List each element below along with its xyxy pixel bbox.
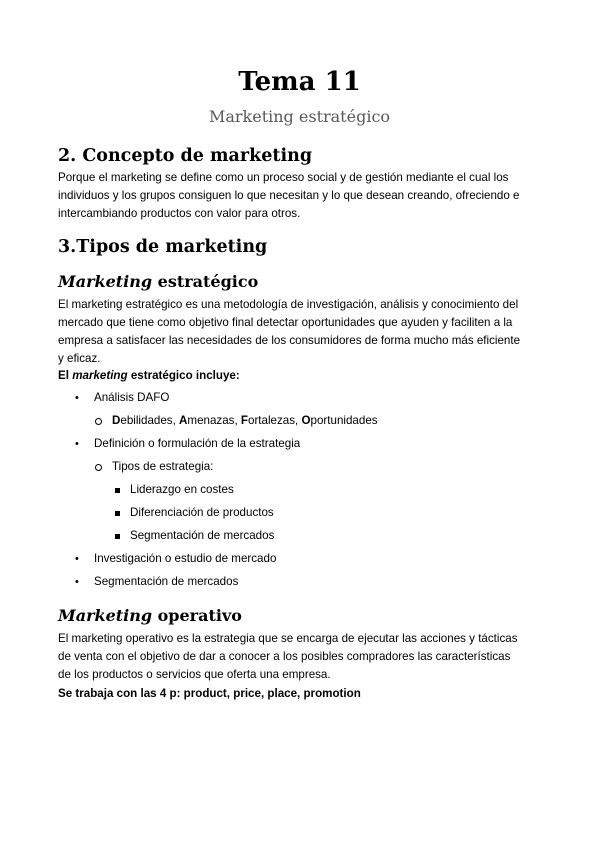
paragraph-line: Porque el marketing se define como un proceso social y de gestión mediante el cual los [58, 171, 509, 184]
estrategico-paragraph [58, 296, 542, 368]
list-item-tipos: Tipos de estrategia: [112, 460, 214, 473]
paragraph-line: de venta con el objetivo de dar a conocer a los posibles compradores las características [58, 650, 511, 663]
estrategico-heading [58, 271, 258, 293]
list-item-dafo: Análisis DAFO [94, 391, 170, 404]
four-p-line: Se trabaja con las 4 p: product, price, place, promotion [58, 687, 361, 700]
list-item-dafo-breakdown: Debilidades, Amenazas, Fortalezas, Oportunidades [112, 414, 378, 427]
document-title: Tema 11 [238, 67, 361, 97]
filled-square-bullet-icon [115, 534, 120, 539]
document-subtitle: Marketing estratégico [208, 107, 391, 126]
bullet-icon: • [75, 438, 79, 450]
paragraph-line: y eficaz. [58, 352, 101, 365]
filled-square-bullet-icon [115, 511, 120, 516]
list-item-tipo-1: Liderazgo en costes [130, 483, 234, 496]
hollow-circle-bullet-icon [95, 464, 102, 471]
list-item-tipo-2: Diferenciación de productos [130, 506, 274, 519]
paragraph-line: El marketing estratégico es una metodología de investigación, análisis y conocimiento del [58, 298, 519, 311]
estrategico-heading-rest: estratégico [152, 272, 259, 291]
operativo-heading-rest: operativo [152, 606, 242, 625]
paragraph-line: empresa a satisfacer las necesidades de los consumidores de forma mucho más eficiente [58, 334, 521, 347]
paragraph-line: El marketing operativo es la estrategia que se encarga de ejecutar las acciones y tácticas [58, 632, 518, 645]
paragraph-line: intercambiando productos con valor para otros. [58, 207, 301, 220]
operativo-heading-italic: Marketing [58, 606, 153, 625]
estrategico-includes-label: El marketing estratégico incluye: [58, 369, 240, 382]
list-item-definicion: Definición o formulación de la estrategia [94, 437, 301, 450]
filled-square-bullet-icon [115, 488, 120, 493]
paragraph-line: mercado que tiene como objetivo final detectar oportunidades que ayuden y faciliten a la [58, 316, 513, 329]
section-2-paragraph [58, 169, 542, 223]
paragraph-line: individuos y los grupos consiguen lo que necesitan y lo que desean creando, ofreciendo e [58, 189, 520, 202]
paragraph-line: de los productos o servicios que oferta una empresa. [58, 668, 331, 681]
list-item-investigacion: Investigación o estudio de mercado [94, 552, 277, 565]
section-3-heading: 3.Tipos de marketing [58, 237, 268, 257]
bullet-icon: • [75, 553, 79, 565]
operativo-paragraph [58, 630, 542, 684]
list-item-tipo-3: Segmentación de mercados [130, 529, 275, 542]
hollow-circle-bullet-icon [95, 418, 102, 425]
bullet-icon: • [75, 392, 79, 404]
list-item-segmentacion: Segmentación de mercados [94, 575, 239, 588]
bullet-icon: • [75, 576, 79, 588]
section-2-heading: 2. Concepto de marketing [58, 146, 313, 166]
operativo-heading [58, 605, 242, 627]
estrategico-heading-italic: Marketing [58, 272, 153, 291]
